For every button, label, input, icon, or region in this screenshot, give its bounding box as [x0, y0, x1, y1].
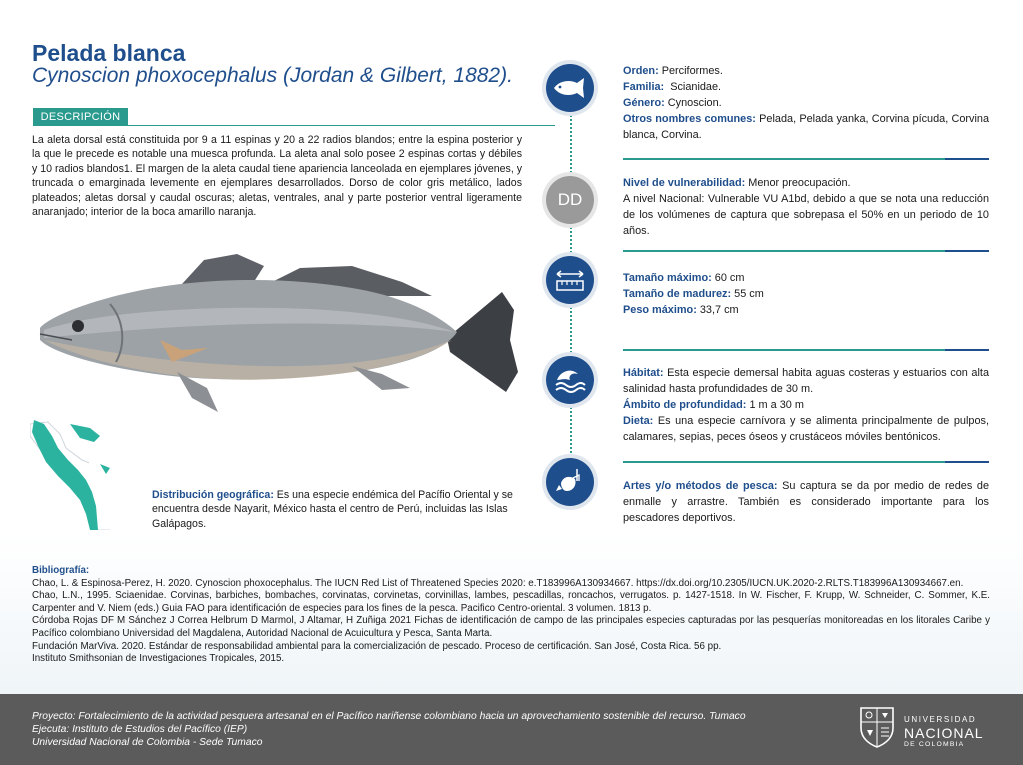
habitat-line: Hábitat: Esta especie demersal habita aguas costeras y estuarios con alta salinidad hasta profundidades de 30 m.: [623, 367, 989, 395]
reference-item: Chao, L.N., 1995. Sciaenidae. Corvinas, barbiches, bombaches, corvinatas, corvinetas, corvinillas, lambes, pescadillas, roncachos, verrugatos. p. 1427-1518. In W. Fischer, F. Krupp, W. Schneider, C. Sommer, K.E. Carpenter and V. Niem (eds.) Guia FAO para identificación de especies para los fines de la pesca. Pacifico Centro-oriental. 3 volumen. 1813 p.: [32, 590, 990, 614]
divider: [623, 250, 989, 252]
tamano-maximo-line: Tamaño máximo: 60 cm: [623, 272, 745, 284]
description-badge: DESCRIPCIÓN: [33, 108, 128, 126]
university-logo: [857, 704, 997, 756]
fish-icon: [553, 77, 587, 99]
wave-icon: [554, 366, 586, 394]
size-badge: [546, 256, 594, 304]
nacional-line: A nivel Nacional: Vulnerable VU A1bd, debido a que se nota una reducción de los volúmenes de captura que sobrepasa el 50% en un periodo de 10 años.: [623, 192, 989, 237]
habitat-panel: [623, 366, 989, 446]
logo-line-3: DE COLOMBIA: [904, 741, 965, 748]
description-text: La aleta dorsal está constituida por 9 a 11 espinas y 20 a 22 radios blandos; entre la espina posterior y la que le precede es notable una muesca profunda. La aleta anal solo posee 2 espinas cortas y débiles y 10 radios blandos1. El margen de la aleta caudal tiene apariencia lanceolada en ejemplares jóvenes, y truncada o emarginada levemente en ejemplares desarrollados. Dorso de color gris metálico, lados plateados; aletas dorsal y caudal oscuras; aletas, ventrales, anal y parte posterior ventral ligeramente anaranjado; interior de la boca amarillo naranja.: [32, 134, 522, 219]
distribution-text: Distribución geográfica: Es una especie endémica del Pacífio Oriental y se encuentra desde Nayarit, México hasta el centro de Perú, incluidas las Islas Galápagos.: [152, 489, 513, 530]
taxonomy-badge: [546, 64, 594, 112]
orden-line: Orden: Perciformes.: [623, 65, 723, 77]
reference-item: Chao, L. & Espinosa-Perez, H. 2020. Cynoscion phoxocephalus. The IUCN Red List of Threatened Species 2020: e.T183996A130934667. https://dx.doi.org/10.2305/IUCN.UK.2020-2.RLTS.T183996A130934667.en.: [32, 577, 964, 589]
divider: [623, 349, 989, 351]
fishing-panel: [623, 479, 989, 527]
ambito-line: Ámbito de profundidad: 1 m a 30 m: [623, 398, 804, 411]
nivel-line: Nivel de vulnerabilidad: Menor preocupación.: [623, 177, 851, 189]
familia-line: Familia: Scianidae.: [623, 80, 722, 93]
scientific-name: Cynoscion phoxocephalus (Jordan & Gilbert, 1882).: [32, 64, 513, 87]
footer-project: Proyecto: Fortalecimiento de la actividad pesquera artesanal en el Pacífico nariñense colombiano hacia un aprovechamiento sostenible del recurso. Tumaco: [32, 711, 746, 722]
logo-line-1: UNIVERSIDAD: [904, 715, 977, 724]
distribution-map: [30, 414, 128, 530]
reference-item: Instituto Smithsonian de Investigaciones Tropicales, 2015.: [32, 653, 285, 665]
vulnerability-badge: [546, 176, 594, 224]
reference-item: Córdoba Rojas DF M Sánchez J Correa Helbrum D Marmol, J Altamar, H Zuñiga 2021 Fichas de identificación de campo de las principales especies capturadas por las pesquerías monitoreadas en los litorales Caribe y Pacífico colombiano Universidad del Magdalena, Autoridad Nacional de Acuicultura y Pesca, Santa Marta.: [32, 615, 990, 639]
tamano-madurez-line: Tamaño de madurez: 55 cm: [623, 287, 764, 300]
genero-line: Género: Cynoscion.: [623, 96, 722, 109]
divider: [623, 461, 989, 463]
reference-item: Fundación MarViva. 2020. Estándar de responsabilidad ambiental para la comercialización de pescado. Proceso de certificación. San José, Costa Rica. 56 pp.: [32, 640, 722, 652]
footer-executor: Ejecuta: Instituto de Estudios del Pacífico (IEP): [32, 723, 248, 735]
footer-university: Universidad Nacional de Colombia - Sede Tumaco: [32, 736, 263, 748]
logo-line-2: NACIONAL: [904, 725, 984, 741]
bibliography-title: Bibliografía:: [32, 565, 90, 576]
fish-illustration: [32, 248, 522, 418]
otros-nombres-line: Otros nombres comunes: Pelada, Pelada yanka, Corvina pícuda, Corvina blanca, Corvina.: [623, 112, 990, 141]
size-panel: [623, 271, 989, 319]
dieta-line: Dieta: Es una especie carnívora y se alimenta principalmente de pulpos, calamares, sepias, peces óseos y crustáceos móviles bentónicos.: [623, 414, 989, 443]
habitat-badge: [546, 356, 594, 404]
page-title: Pelada blanca: [32, 40, 186, 66]
fishing-hook-icon: [555, 467, 585, 497]
vulnerability-code: DD: [557, 190, 583, 209]
taxonomy-panel: [623, 64, 989, 144]
peso-maximo-line: Peso máximo: 33,7 cm: [623, 303, 739, 316]
ruler-icon: [554, 267, 586, 293]
fishing-badge: [546, 458, 594, 506]
shield-icon: [857, 704, 897, 748]
bibliography: [32, 565, 990, 666]
fishing-methods-line: Artes y/o métodos de pesca: Su captura se da por medio de redes de enmalle y arrastre. También es considerado importante para los pescadores deportivos.: [623, 480, 989, 524]
divider: [623, 158, 989, 160]
footer-credits: [32, 711, 746, 749]
vulnerability-panel: [623, 176, 989, 240]
